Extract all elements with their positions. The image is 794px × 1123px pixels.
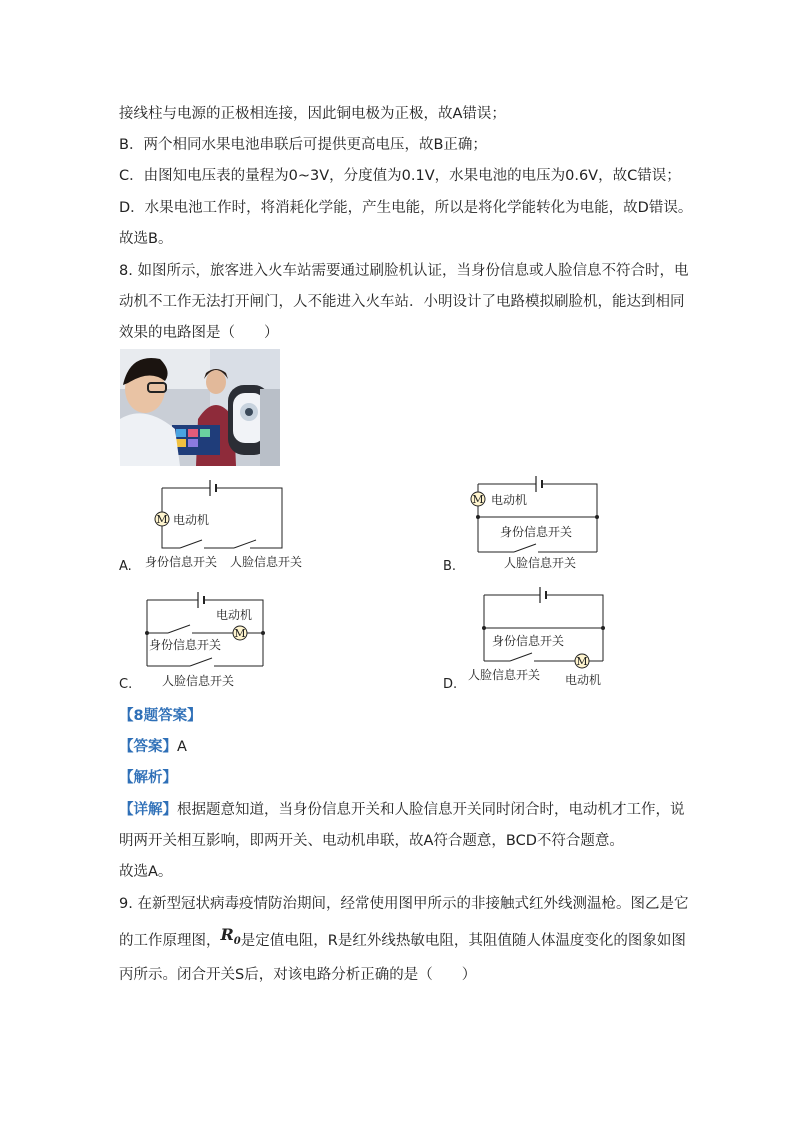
question-8-line: 动机不工作无法打开闸门，人不能进入火车站．小明设计了电路模拟刷脸机，能达到相同 [119,294,685,310]
text-line: 故选B。 [119,231,173,247]
id-switch-label: 身份信息开关 [492,634,565,648]
face-switch-label: 人脸信息开关 [162,674,235,688]
answer-line [119,737,187,757]
id-switch-label: 身份信息开关 [500,525,573,539]
text-line: 接线柱与电源的正极相连接，因此铜电极为正极，故A错误； [119,106,506,122]
text-line: B．两个相同水果电池串联后可提供更高电压，故B正确； [119,137,487,153]
answer-heading: 【8题答案】 [119,708,202,724]
svg-text:M: M [472,493,484,506]
circuit-a-diagram [140,478,320,574]
face-switch-label: 人脸信息开关 [504,556,577,570]
id-switch-label: 身份信息开关 [149,638,222,652]
detail-text: 根据题意知道，当身份信息开关和人脸信息开关同时闭合时，电动机才工作，说 [177,802,685,818]
text-line: C．由图知电压表的量程为0~3V，分度值为0.1V，水果电池的电压为0.6V，故C错误； [119,168,681,184]
detail-line [119,800,685,820]
option-d-label: D. [443,677,458,692]
question-9-text: 的工作原理图， [119,933,221,949]
text-line: D．水果电池工作时，将消耗化学能，产生电能，所以是将化学能转化为电能，故D错误。 [119,200,693,216]
question-9-line: 丙所示。闭合开关S后，对该电路分析正确的是（ ） [119,967,477,983]
motor-label: 电动机 [216,608,253,622]
final-choice: 故选A。 [119,864,173,880]
detail-tag: 【详解】 [119,802,177,818]
face-switch-label: 人脸信息开关 [230,555,303,569]
option-a-label: A. [119,559,132,574]
question-9-line: 9. 在新型冠状病毒疫情防治期间，经常使用图甲所示的非接触式红外线测温枪。图乙是它 [119,896,689,912]
answer-value: A [177,739,187,755]
option-b-label: B. [443,559,457,574]
svg-text:M: M [234,627,246,640]
question-9-line [119,925,686,957]
analysis-heading: 【解析】 [119,770,177,786]
face-recognition-photo [120,349,280,466]
question-9-text: 是定值电阻，R是红外线热敏电阻，其阻值随人体温度变化的图象如图 [240,933,686,949]
motor-label: 电动机 [491,493,528,507]
face-switch-label: 人脸信息开关 [468,668,541,682]
circuit-b-diagram [466,474,616,574]
option-c-label: C. [119,677,133,692]
circuit-c-diagram [140,588,270,688]
motor-label: 电动机 [173,513,210,527]
svg-text:M: M [576,655,588,668]
motor-label: 电动机 [565,673,602,687]
detail-line: 明两开关相互影响，即两开关、电动机串联，故A符合题意，BCD不符合题意。 [119,833,624,849]
r0-symbol: $R_0$ [220,925,241,948]
circuit-d-diagram [466,583,616,689]
question-8-line: 8. 如图所示，旅客进入火车站需要通过刷脸机认证，当身份信息或人脸信息不符合时，电 [119,263,689,279]
question-8-line: 效果的电路图是（ ） [119,325,279,341]
id-switch-label: 身份信息开关 [145,555,218,569]
answer-tag: 【答案】 [119,739,177,755]
svg-text:M: M [156,513,168,526]
